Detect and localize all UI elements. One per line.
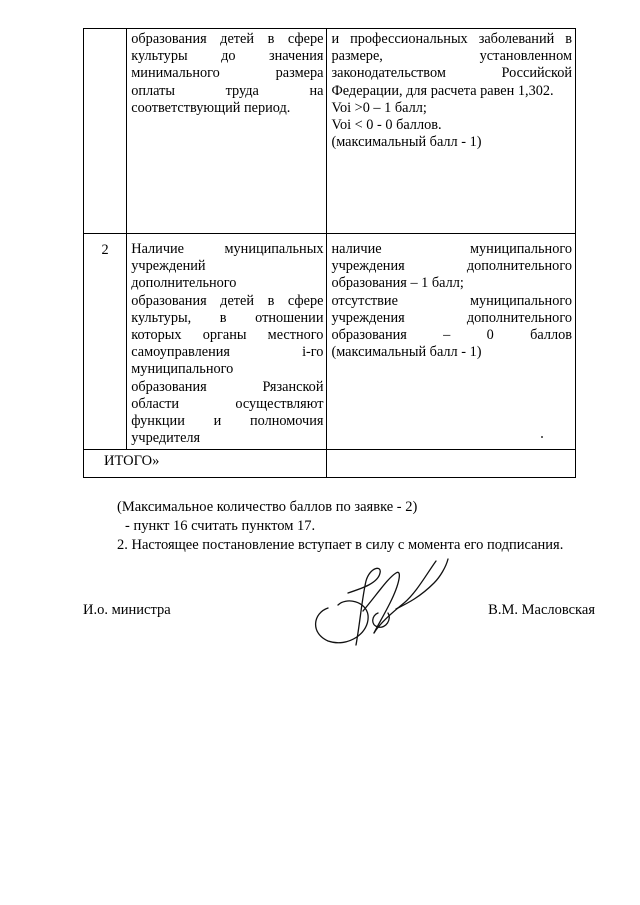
total-label: ИТОГО» xyxy=(104,453,160,470)
cell-line: области осуществляют xyxy=(131,395,324,412)
cell-line: дополнительного xyxy=(131,275,237,292)
cell-line: и профессиональных заболеваний в xyxy=(331,31,572,47)
total-label-cell xyxy=(84,450,327,478)
cell-line: образования детей в сфере xyxy=(131,31,324,47)
cell-line: учреждений xyxy=(131,258,206,275)
row-number xyxy=(84,29,126,37)
cell-line: культуры до значения xyxy=(131,48,324,65)
effective-clause: 2. Настоящее постановление вступает в силу с момента его подписания. xyxy=(117,537,564,553)
cell-line: культуры, в отношении xyxy=(131,309,324,326)
criterion-cell xyxy=(127,29,327,234)
signatory-position: И.о. министра xyxy=(83,602,171,618)
row-number-cell xyxy=(84,29,127,234)
cell-line: Voi >0 – 1 балл; xyxy=(331,99,427,116)
renumber-note: - пункт 16 считать пунктом 17. xyxy=(125,518,316,534)
cell-line: соответствующий период. xyxy=(131,99,291,116)
scoring-cell xyxy=(327,29,576,234)
table-row xyxy=(84,234,576,450)
cell-line: Voi < 0 - 0 баллов. xyxy=(331,117,442,134)
signatory-name: В.М. Масловская xyxy=(488,602,595,618)
criteria-table xyxy=(83,28,576,478)
handwritten-signature xyxy=(308,553,458,653)
cell-line: образования – 0 баллов xyxy=(331,327,572,344)
cell-line: функции и полномочия xyxy=(131,413,324,430)
criterion-cell xyxy=(127,234,327,450)
max-score-note: (Максимальное количество баллов по заявке - 2) xyxy=(117,499,418,515)
criterion-text xyxy=(127,29,326,119)
scoring-text xyxy=(327,234,575,363)
cell-line: учредителя xyxy=(131,430,201,447)
scoring-text xyxy=(327,29,575,153)
scan-speck xyxy=(541,436,543,438)
row-number-cell xyxy=(84,234,127,450)
cell-line: (максимальный балл - 1) xyxy=(331,344,482,361)
cell-line: наличие муниципального xyxy=(331,241,572,257)
cell-line: образования детей в сфере xyxy=(131,292,324,309)
total-value-cell xyxy=(327,450,576,478)
scoring-cell xyxy=(327,234,576,450)
cell-line: минимального размера xyxy=(131,65,324,82)
cell-line: самоуправления i-го xyxy=(131,344,324,361)
cell-line: Федерации, для расчета равен 1,302. xyxy=(331,82,554,99)
row-number: 2 xyxy=(101,242,109,258)
cell-line: оплаты труда на xyxy=(131,82,324,99)
cell-line: муниципального xyxy=(131,361,234,378)
cell-line: образования – 1 балл; xyxy=(331,275,464,292)
cell-line: учреждения дополнительного xyxy=(331,258,572,275)
cell-line: учреждения дополнительного xyxy=(331,309,572,326)
cell-line: Наличие муниципальных xyxy=(131,241,324,257)
cell-line: законодательством Российской xyxy=(331,65,572,82)
criterion-text xyxy=(127,234,326,449)
cell-line: (максимальный балл - 1) xyxy=(331,134,482,151)
cell-line: размере, установленном xyxy=(331,48,572,65)
cell-line: отсутствие муниципального xyxy=(331,292,572,309)
table-row-total xyxy=(84,450,576,478)
cell-line: которых органы местного xyxy=(131,327,324,344)
table-row xyxy=(84,29,576,234)
cell-line: образования Рязанской xyxy=(131,378,324,395)
